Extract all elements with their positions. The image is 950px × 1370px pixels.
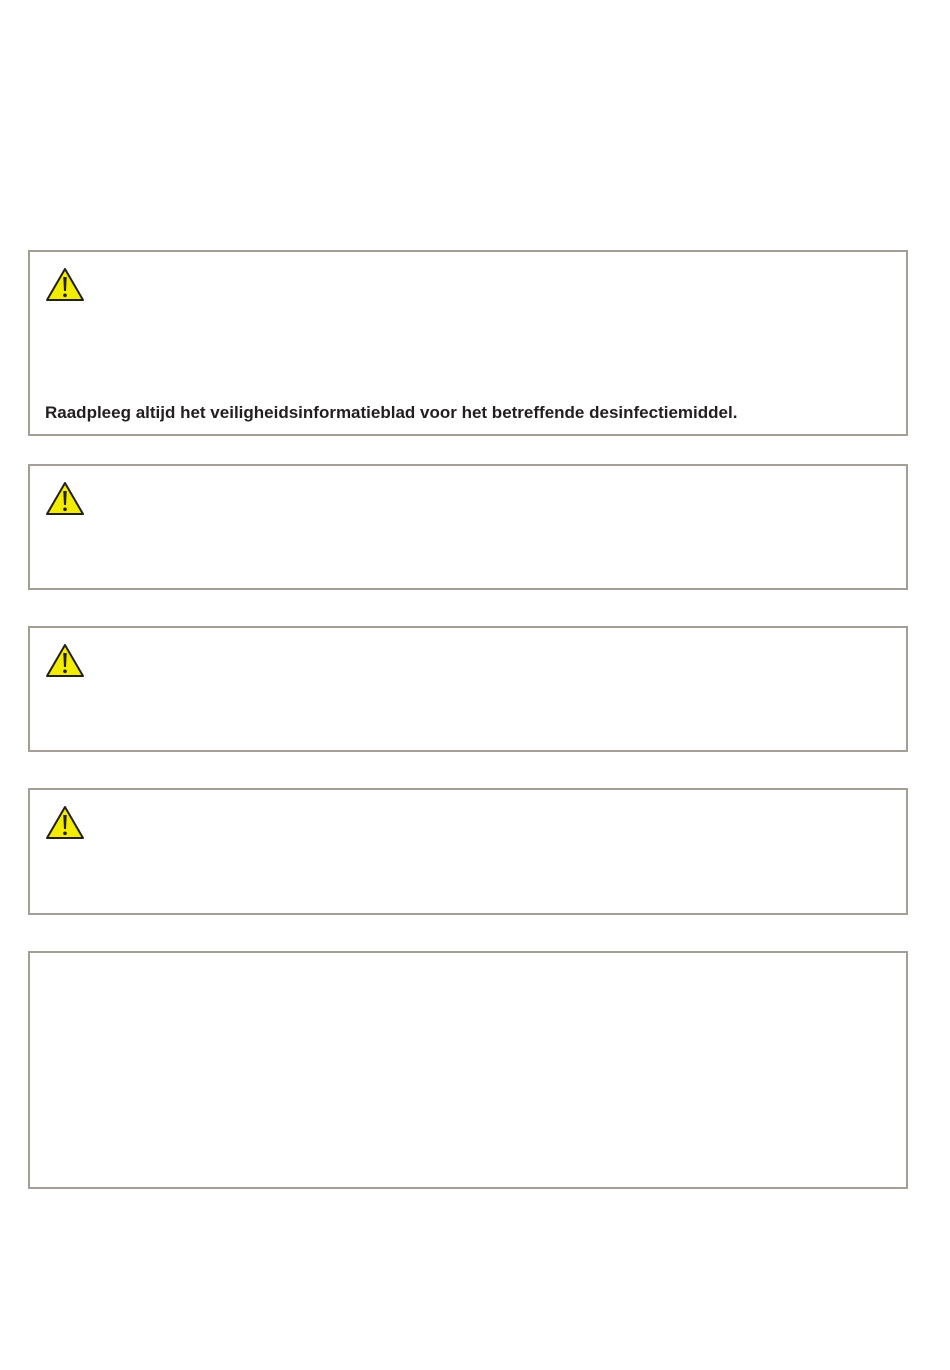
warning-triangle-icon <box>45 643 85 679</box>
warning-triangle-icon <box>45 805 85 841</box>
warning-triangle-icon <box>45 481 85 517</box>
info-box <box>28 951 908 1189</box>
warning-notice-2 <box>28 464 908 590</box>
warning-notice-1 <box>28 250 908 436</box>
warning-notice-3 <box>28 626 908 752</box>
warning-notice-4 <box>28 788 908 915</box>
safety-datasheet-notice-text: Raadpleeg altijd het veiligheidsinformatieblad voor het betreffende desinfectiemiddel. <box>45 403 738 422</box>
warning-triangle-icon <box>45 267 85 303</box>
